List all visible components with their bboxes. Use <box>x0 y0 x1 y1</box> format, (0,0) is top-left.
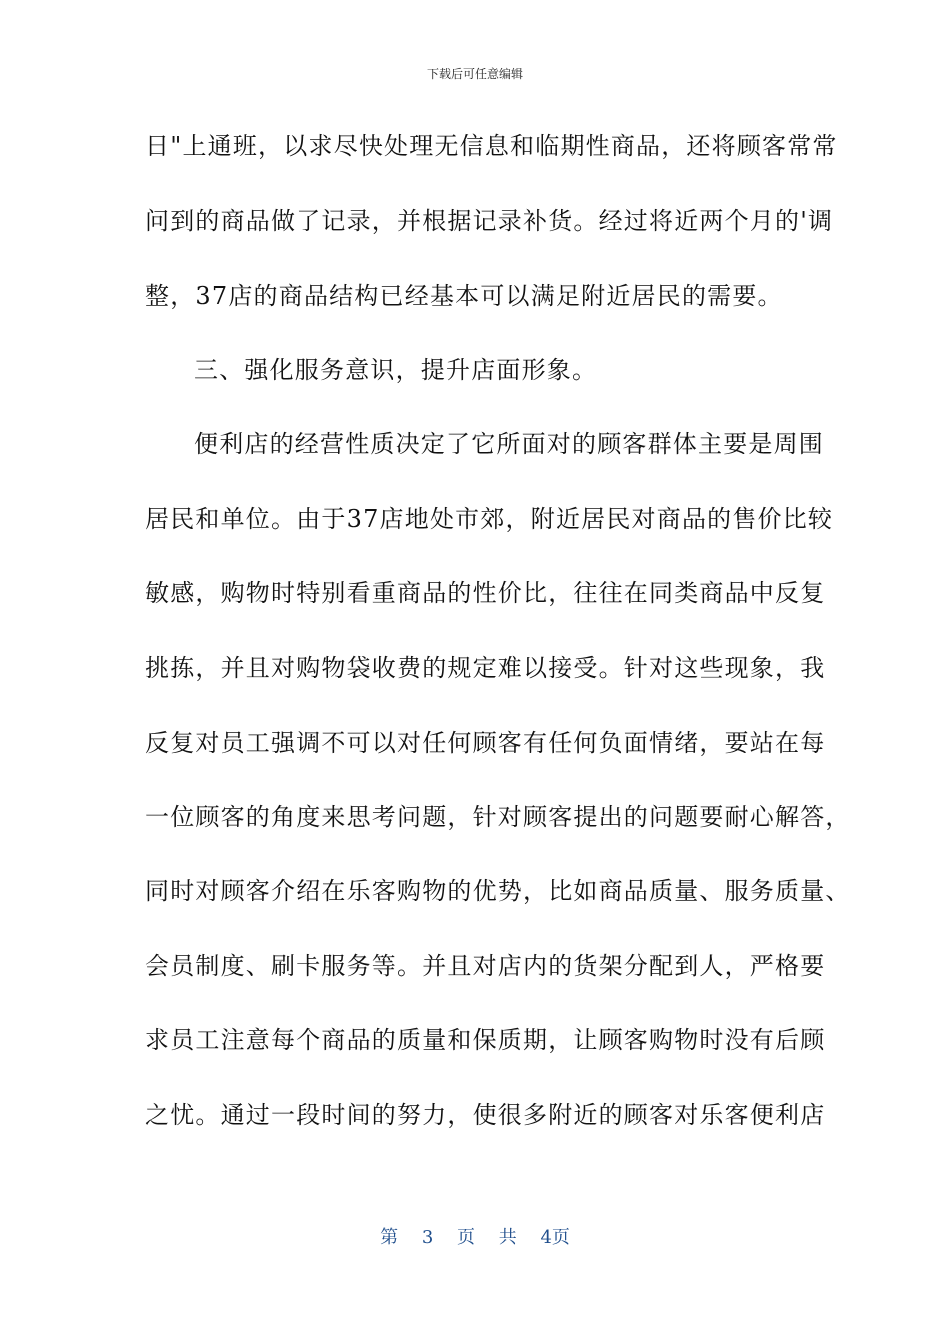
paragraph-line: 日"上通班，以求尽快处理无信息和临期性商品，还将顾客常常 <box>145 132 838 160</box>
paragraph-line: 问到的商品做了记录，并根据记录补货。经过将近两个月的'调 <box>145 207 834 235</box>
section-heading: 三、强化服务意识，提升店面形象。 <box>194 356 598 384</box>
page-footer <box>0 1226 950 1250</box>
paragraph-line: 敏感，购物时特别看重商品的性价比，往往在同类商品中反复 <box>145 579 826 607</box>
paragraph-line: 反复对员工强调不可以对任何顾客有任何负面情绪，要站在每 <box>145 729 826 757</box>
header-note: 下载后可任意编辑 <box>426 67 523 81</box>
paragraph-line: 求员工注意每个商品的质量和保质期，让顾客购物时没有后顾 <box>145 1026 826 1054</box>
total-label: 共 <box>498 1227 517 1248</box>
paragraph-line: 整，37店的商品结构已经基本可以满足附近居民的需要。 <box>145 282 783 310</box>
paragraph-line: 居民和单位。由于37店地处市郊，附近居民对商品的售价比较 <box>145 505 834 533</box>
total-pages: 4页 <box>540 1227 570 1248</box>
page-number: 3 <box>421 1227 434 1248</box>
paragraph-line: 一位顾客的角度来思考问题，针对顾客提出的问题要耐心解答， <box>145 803 851 831</box>
paragraph-line: 便利店的经营性质决定了它所面对的顾客群体主要是周围 <box>194 430 824 458</box>
paragraph-line: 会员制度、刷卡服务等。并且对店内的货架分配到人，严格要 <box>145 952 826 980</box>
paragraph-line: 之忧。通过一段时间的努力，使很多附近的顾客对乐客便利店 <box>145 1101 826 1129</box>
paragraph-line: 挑拣，并且对购物袋收费的规定难以接受。针对这些现象，我 <box>145 654 826 682</box>
paragraph-line: 同时对顾客介绍在乐客购物的优势，比如商品质量、服务质量、 <box>145 877 851 905</box>
page-unit: 页 <box>457 1227 475 1248</box>
page-label: 第 <box>380 1227 399 1248</box>
